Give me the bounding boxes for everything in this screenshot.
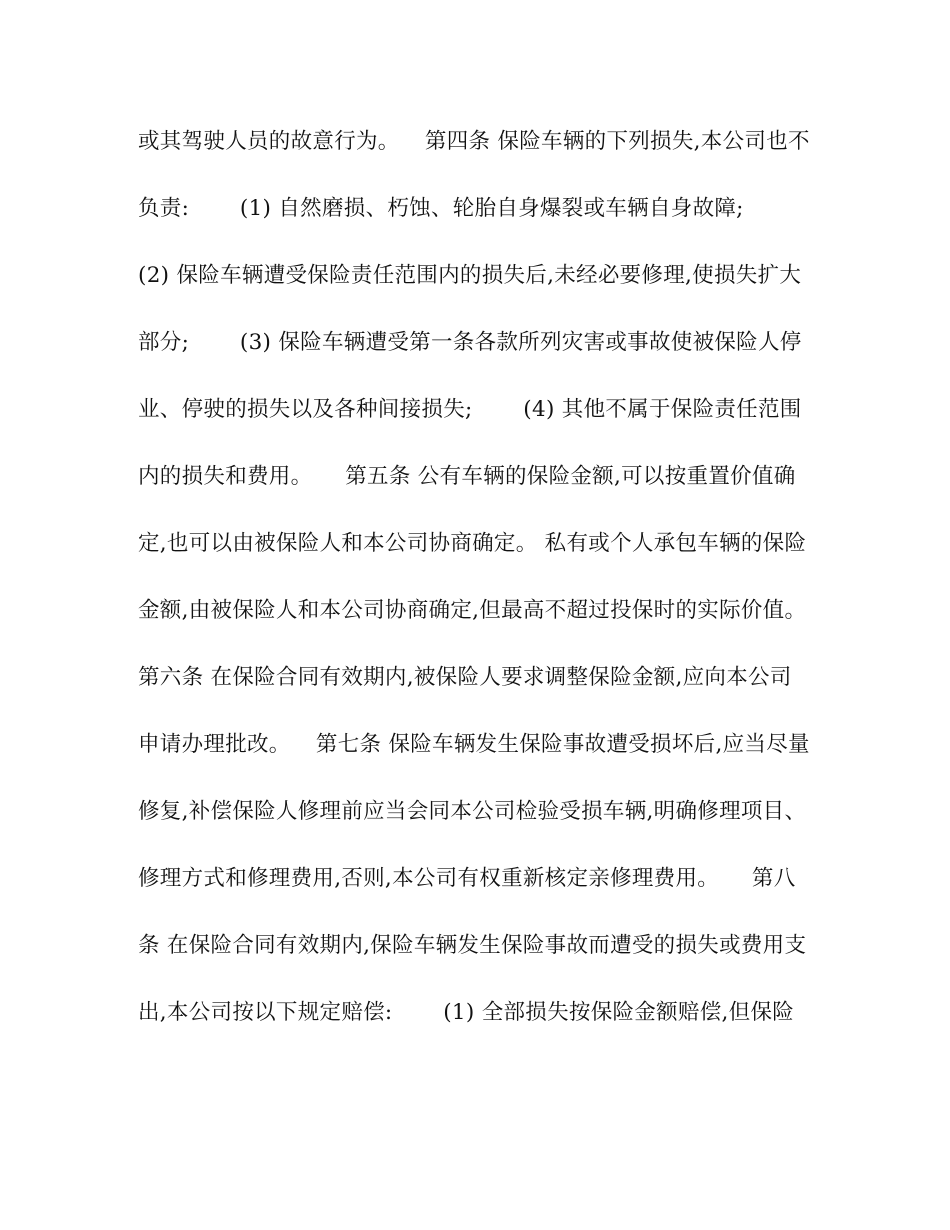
text-line: 申请办理批改。 第七条 保险车辆发生保险事故遭受损坏后,应当尽量 [138,732,810,757]
text-line: 负责: (1) 自然磨损、朽蚀、轮胎自身爆裂或车辆自身故障; [138,196,744,221]
text-line: 出,本公司按以下规定赔偿: (1) 全部损失按保险金额赔偿,但保险 [138,1000,795,1025]
text-line: 条 在保险合同有效期内,保险车辆发生保险事故而遭受的损失或费用支 [138,933,807,958]
text-line: 业、停驶的损失以及各种间接损失; (4) 其他不属于保险责任范围 [138,397,802,422]
text-line: (2) 保险车辆遭受保险责任范围内的损失后,未经必要修理,使损失扩大 [138,263,802,288]
text-line: 定,也可以由被保险人和本公司协商确定。 私有或个人承包车辆的保险 [138,531,807,556]
document-body [138,118,818,1056]
text-line: 金额,由被保险人和本公司协商确定,但最高不超过投保时的实际价值。 [138,598,807,623]
text-line: 修复,补偿保险人修理前应当会同本公司检验受损车辆,明确修理项目、 [138,799,807,824]
text-line: 修理方式和修理费用,否则,本公司有权重新核定亲修理费用。 第八 [138,866,796,891]
text-line: 第六条 在保险合同有效期内,被保险人要求调整保险金额,应向本公司 [138,665,792,690]
text-line: 或其驾驶人员的故意行为。 第四条 保险车辆的下列损失,本公司也不 [138,129,810,154]
text-line: 内的损失和费用。 第五条 公有车辆的保险金额,可以按重置价值确 [138,464,796,489]
text-line: 部分; (3) 保险车辆遭受第一条各款所列灾害或事故使被保险人停 [138,330,802,355]
